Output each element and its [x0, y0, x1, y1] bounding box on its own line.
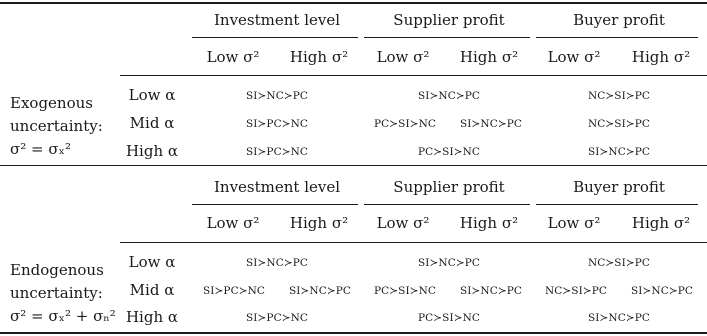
table-cell: SI≻NC≻PC: [587, 146, 651, 158]
top-rule: [0, 2, 707, 4]
bottom-rule: [0, 332, 707, 334]
table-cell: NC≻SI≻PC: [587, 118, 651, 130]
sigma-low-header: Low σ²: [547, 214, 601, 232]
sigma-high-header: High σ²: [289, 48, 349, 66]
sigma-high-header: High σ²: [459, 214, 519, 232]
table-cell: SI≻NC≻PC: [288, 285, 352, 297]
table-cell: PC≻SI≻NC: [417, 146, 481, 158]
table-cell: PC≻SI≻NC: [373, 285, 437, 297]
sigma-low-header: Low σ²: [206, 214, 260, 232]
table-cell: SI≻NC≻PC: [459, 118, 523, 130]
sigma-high-header: High σ²: [289, 214, 349, 232]
row-label: Low α: [128, 86, 176, 104]
table-cell: SI≻PC≻NC: [245, 146, 309, 158]
group-header-supplier: Supplier profit: [393, 178, 505, 196]
row-label: Mid α: [129, 281, 175, 299]
sigma-low-header: Low σ²: [547, 48, 601, 66]
table-cell: SI≻PC≻NC: [202, 285, 266, 297]
table-cell: SI≻NC≻PC: [417, 257, 481, 269]
table-cell: SI≻NC≻PC: [245, 90, 309, 102]
header-rule: [120, 75, 707, 76]
sigma-high-header: High σ²: [631, 214, 691, 232]
group-header-investment: Investment level: [213, 11, 341, 29]
panel-divider: [0, 165, 707, 166]
table-cell: PC≻SI≻NC: [417, 312, 481, 324]
table-cell: NC≻SI≻PC: [544, 285, 608, 297]
table-cell: SI≻NC≻PC: [587, 312, 651, 324]
group-underline-investment: [192, 204, 358, 205]
table-cell: SI≻NC≻PC: [630, 285, 694, 297]
table-cell: PC≻SI≻NC: [373, 118, 437, 130]
panel-label-line: uncertainty:: [10, 284, 103, 302]
table-cell: SI≻NC≻PC: [459, 285, 523, 297]
sigma-high-header: High σ²: [631, 48, 691, 66]
group-underline-buyer: [536, 37, 698, 38]
group-underline-buyer: [536, 204, 698, 205]
sigma-low-header: Low σ²: [376, 214, 430, 232]
group-underline-supplier: [364, 204, 530, 205]
group-header-buyer: Buyer profit: [573, 178, 665, 196]
table-cell: NC≻SI≻PC: [587, 90, 651, 102]
row-label: Mid α: [129, 114, 175, 132]
table-cell: SI≻PC≻NC: [245, 312, 309, 324]
panel-label-line: Endogenous: [10, 261, 104, 279]
sigma-low-header: Low σ²: [206, 48, 260, 66]
panel-label-line: σ² = σₓ² + σₙ²: [10, 307, 116, 325]
header-rule: [120, 242, 707, 243]
table-cell: SI≻NC≻PC: [245, 257, 309, 269]
group-underline-investment: [192, 37, 358, 38]
panel-label-line: σ² = σₓ²: [10, 140, 71, 158]
group-header-investment: Investment level: [213, 178, 341, 196]
panel-label-line: Exogenous: [10, 94, 93, 112]
panel-label: [10, 92, 103, 161]
row-label: High α: [125, 308, 179, 326]
table-cell: SI≻NC≻PC: [417, 90, 481, 102]
table-cell: NC≻SI≻PC: [587, 257, 651, 269]
sigma-high-header: High σ²: [459, 48, 519, 66]
panel-label: [10, 259, 116, 328]
panel-label-line: uncertainty:: [10, 117, 103, 135]
table-cell: SI≻PC≻NC: [245, 118, 309, 130]
row-label: Low α: [128, 253, 176, 271]
sigma-low-header: Low σ²: [376, 48, 430, 66]
group-underline-supplier: [364, 37, 530, 38]
group-header-buyer: Buyer profit: [573, 11, 665, 29]
row-label: High α: [125, 142, 179, 160]
group-header-supplier: Supplier profit: [393, 11, 505, 29]
